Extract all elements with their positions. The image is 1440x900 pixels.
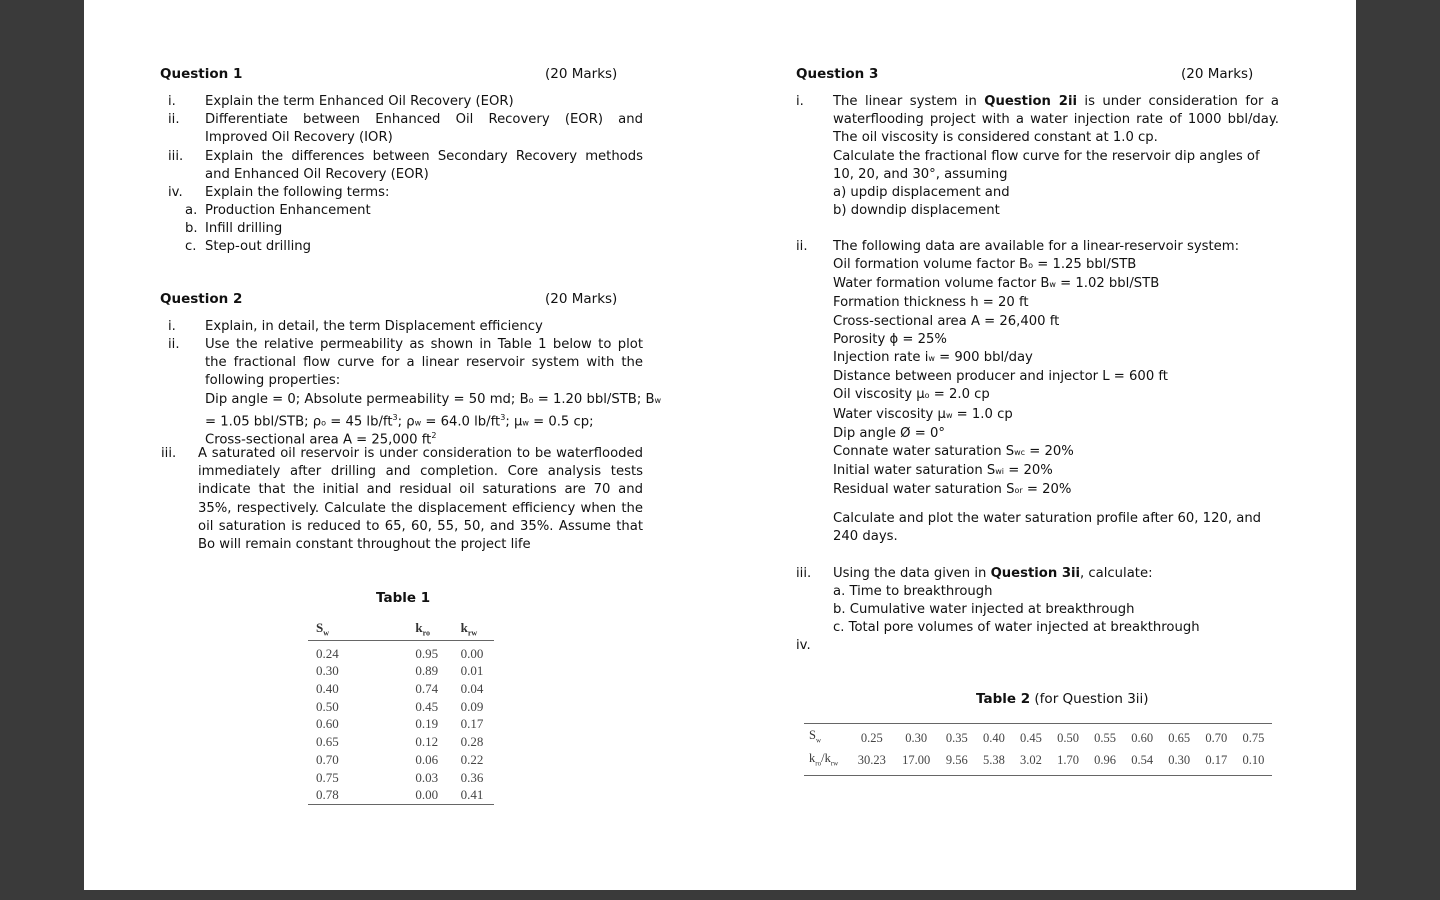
q1-sub-text: Infill drilling xyxy=(205,221,283,236)
table-2-row-label: $S_w$ xyxy=(809,728,822,745)
table-cell: 0.10 xyxy=(1242,753,1265,768)
table-row xyxy=(308,769,494,787)
table-cell: 0.30 xyxy=(1168,753,1191,768)
table-cell: 0.89 xyxy=(415,663,439,679)
table-cell: 0.19 xyxy=(415,716,439,732)
table-cell: 0.55 xyxy=(1094,730,1117,745)
table-cell: 0.60 xyxy=(1131,730,1154,745)
q3-data-line: Porosity ϕ = 25% xyxy=(833,331,947,347)
table-cell: 0.00 xyxy=(460,645,484,661)
q3-iii-sub: b. Cumulative water injected at breakthrough xyxy=(833,602,1135,617)
table-1 xyxy=(308,618,494,805)
table-cell: 17.00 xyxy=(902,753,931,768)
table-cell: 0.60 xyxy=(316,716,339,732)
table-row xyxy=(308,751,494,769)
q2-item-number: i. xyxy=(168,319,176,334)
table-row xyxy=(308,715,494,733)
q3-iii-sub: c. Total pore volumes of water injected at breakthrough xyxy=(833,620,1200,635)
table-cell: 3.02 xyxy=(1020,753,1042,768)
q3-item-number: i. xyxy=(796,94,804,109)
table-cell: 0.12 xyxy=(415,734,439,750)
table-cell: 1.70 xyxy=(1057,753,1079,768)
question-3-marks: (20 Marks) xyxy=(1181,66,1254,82)
table-row xyxy=(308,662,494,680)
table-2-caption: Table 2 (for Question 3ii) xyxy=(976,691,1149,707)
question-3-title: Question 3 xyxy=(796,66,879,82)
table-cell: 0.00 xyxy=(415,787,439,803)
table-cell: 0.06 xyxy=(415,751,439,767)
table-cell: 0.17 xyxy=(1205,753,1228,768)
table-cell: 0.24 xyxy=(316,645,339,661)
table-cell: 0.35 xyxy=(945,730,968,745)
q3-data-line: Connate water saturation Swc = 20% xyxy=(833,444,1074,460)
table-cell: 0.50 xyxy=(1057,730,1079,745)
q3-data-line: Oil viscosity μo = 2.0 cp xyxy=(833,387,990,403)
q3-item-text: The linear system in Question 2ii is under consideration for a waterflooding project with a water injection rate of 1000 bbl/day. The oil viscosity is considered constant at 1.0 cp. xyxy=(833,94,1279,146)
table-cell: 0.04 xyxy=(460,681,484,696)
q1-item-number: iii. xyxy=(168,149,184,164)
q1-item-number: iv. xyxy=(168,185,183,200)
table-cell: 0.09 xyxy=(460,698,484,714)
table-2-row-label: $k_{ro}/k_{rw}$ xyxy=(809,750,839,767)
table-row xyxy=(308,698,494,716)
q2-item-text: Use the relative permeability as shown in Table 1 below to plot the fractional flow curve for a linear reservoir system with the following properties: xyxy=(205,337,643,389)
table-row xyxy=(308,680,494,698)
q3-data-line: Water formation volume factor Bw = 1.02 bbl/STB xyxy=(833,276,1160,292)
table-cell: 30.23 xyxy=(857,753,886,768)
table-cell: 0.70 xyxy=(316,751,339,767)
q3-item-text: Calculate the fractional flow curve for the reservoir dip angles of 10, 20, and 30°, assuming xyxy=(833,149,1260,183)
table-cell: 0.36 xyxy=(460,769,484,785)
q2-item-number: iii. xyxy=(161,446,177,461)
q3-data-line: Distance between producer and injector L = 600 ft xyxy=(833,369,1168,385)
table-cell: 0.50 xyxy=(316,698,339,714)
q3-data-line: Dip angle Ø = 0° xyxy=(833,425,945,441)
q1-sub-text: Production Enhancement xyxy=(205,203,371,218)
q3-item-number: ii. xyxy=(796,239,808,254)
table-cell: 0.17 xyxy=(460,716,484,732)
table-cell: 0.30 xyxy=(905,730,928,745)
table-2 xyxy=(804,723,1272,776)
table-cell: 0.40 xyxy=(316,681,339,696)
table-cell: 0.96 xyxy=(1094,753,1117,768)
q3-ii-intro: The following data are available for a linear-reservoir system: xyxy=(833,239,1240,254)
table-cell: 0.01 xyxy=(460,663,484,679)
q3-data-line: Cross-sectional area A = 26,400 ft xyxy=(833,313,1060,329)
table-1-caption: Table 1 xyxy=(376,590,431,606)
table-cell: 0.03 xyxy=(415,769,439,785)
q3-data-line: Initial water saturation Swi = 20% xyxy=(833,463,1053,479)
q2-cross-sectional-area: Cross-sectional area A = 25,000 $ft^2$ xyxy=(205,431,437,448)
table-1-header: $k_{rw}$ xyxy=(453,618,494,640)
question-1-marks: (20 Marks) xyxy=(545,66,618,82)
table-cell: 0.54 xyxy=(1131,753,1154,768)
q3-iii-text: Using the data given in Question 3ii, calculate: xyxy=(833,566,1153,581)
table-cell: 5.38 xyxy=(982,753,1005,768)
q1-sub-text: Step-out drilling xyxy=(205,239,311,254)
q3-data-line: Injection rate iw = 900 bbl/day xyxy=(833,350,1033,366)
question-2-title: Question 2 xyxy=(160,291,243,307)
table-row xyxy=(308,733,494,751)
table-cell: 0.65 xyxy=(1168,730,1191,745)
q3-data-list xyxy=(833,256,1168,501)
table-1-header: $S_w$ xyxy=(308,618,349,640)
q3-ii-calc: Calculate and plot the water saturation profile after 60, 120, and 240 days. xyxy=(833,511,1262,545)
table-row xyxy=(308,786,494,804)
q1-item-text: Differentiate between Enhanced Oil Recovery (EOR) and Improved Oil Recovery (IOR) xyxy=(205,112,643,146)
table-cell: 0.75 xyxy=(316,769,339,785)
table-cell: 0.65 xyxy=(316,734,339,750)
q1-item-text: Explain the term Enhanced Oil Recovery (EOR) xyxy=(205,94,514,109)
table-cell: 0.22 xyxy=(460,751,484,767)
table-cell: 0.95 xyxy=(415,645,439,661)
q1-sub-letter: c. xyxy=(185,239,197,254)
q3-data-line: Water viscosity μw = 1.0 cp xyxy=(833,406,1013,422)
table-cell: 0.74 xyxy=(415,681,439,696)
table-cell: 0.41 xyxy=(460,787,484,803)
q1-sub-letter: a. xyxy=(185,203,198,218)
table-cell: 0.28 xyxy=(460,734,484,750)
table-cell: 0.75 xyxy=(1242,730,1265,745)
table-row xyxy=(308,640,494,662)
q2-properties-line-2: = 1.05 bbl/STB; ρo = 45 $lb/ft^3$; ρw = 64.0 $lb/ft^3$; μw = 0.5 cp; xyxy=(205,413,594,430)
q3-data-line: Residual water saturation Sor = 20% xyxy=(833,482,1072,498)
q3-data-line: Formation thickness h = 20 ft xyxy=(833,295,1029,311)
document-page xyxy=(84,0,1356,890)
q3-data-line: Oil formation volume factor Bo = 1.25 bbl/STB xyxy=(833,257,1137,272)
table-cell: 0.25 xyxy=(860,730,883,745)
q1-item-number: i. xyxy=(168,94,176,109)
q1-sub-letter: b. xyxy=(185,221,198,236)
table-cell: 0.45 xyxy=(1020,730,1042,745)
q3-option: b) downdip displacement xyxy=(833,203,1000,218)
table-cell: 0.70 xyxy=(1205,730,1228,745)
table-cell: 9.56 xyxy=(945,753,968,768)
q2-item-text: Explain, in detail, the term Displacement efficiency xyxy=(205,319,543,334)
q3-item-number: iii. xyxy=(796,566,812,581)
table-cell: 0.45 xyxy=(415,698,439,714)
table-1-header: $k_{ro}$ xyxy=(349,618,452,640)
q1-item-text: Explain the differences between Secondary Recovery methods and Enhanced Oil Recovery (EOR) xyxy=(205,149,643,183)
table-cell: 0.40 xyxy=(982,730,1005,745)
table-cell: 0.78 xyxy=(316,787,339,803)
q3-item-number: iv. xyxy=(796,638,811,653)
q1-item-number: ii. xyxy=(168,112,180,127)
q3-iii-sub: a. Time to breakthrough xyxy=(833,584,993,599)
table-cell: 0.30 xyxy=(316,663,339,679)
q1-item-text: Explain the following terms: xyxy=(205,185,390,200)
q2-properties-line-1: Dip angle = 0; Absolute permeability = 50 md; Bo = 1.20 bbl/STB; Bw xyxy=(205,392,662,407)
q2-item-text: A saturated oil reservoir is under consideration to be waterflooded immediately after drilling and completion. Core analysis tests indicate that the initial and residual oil saturations are 70 and 35%, respectively. Calculate the displacement efficiency when the oil saturation is reduced to 65, 60, 55, 50, and 35%. Assume that Bo will remain constant throughout the project life xyxy=(198,446,643,553)
q3-option: a) updip displacement and xyxy=(833,185,1010,200)
question-2-marks: (20 Marks) xyxy=(545,291,618,307)
q2-item-number: ii. xyxy=(168,337,180,352)
question-1-title: Question 1 xyxy=(160,66,243,82)
